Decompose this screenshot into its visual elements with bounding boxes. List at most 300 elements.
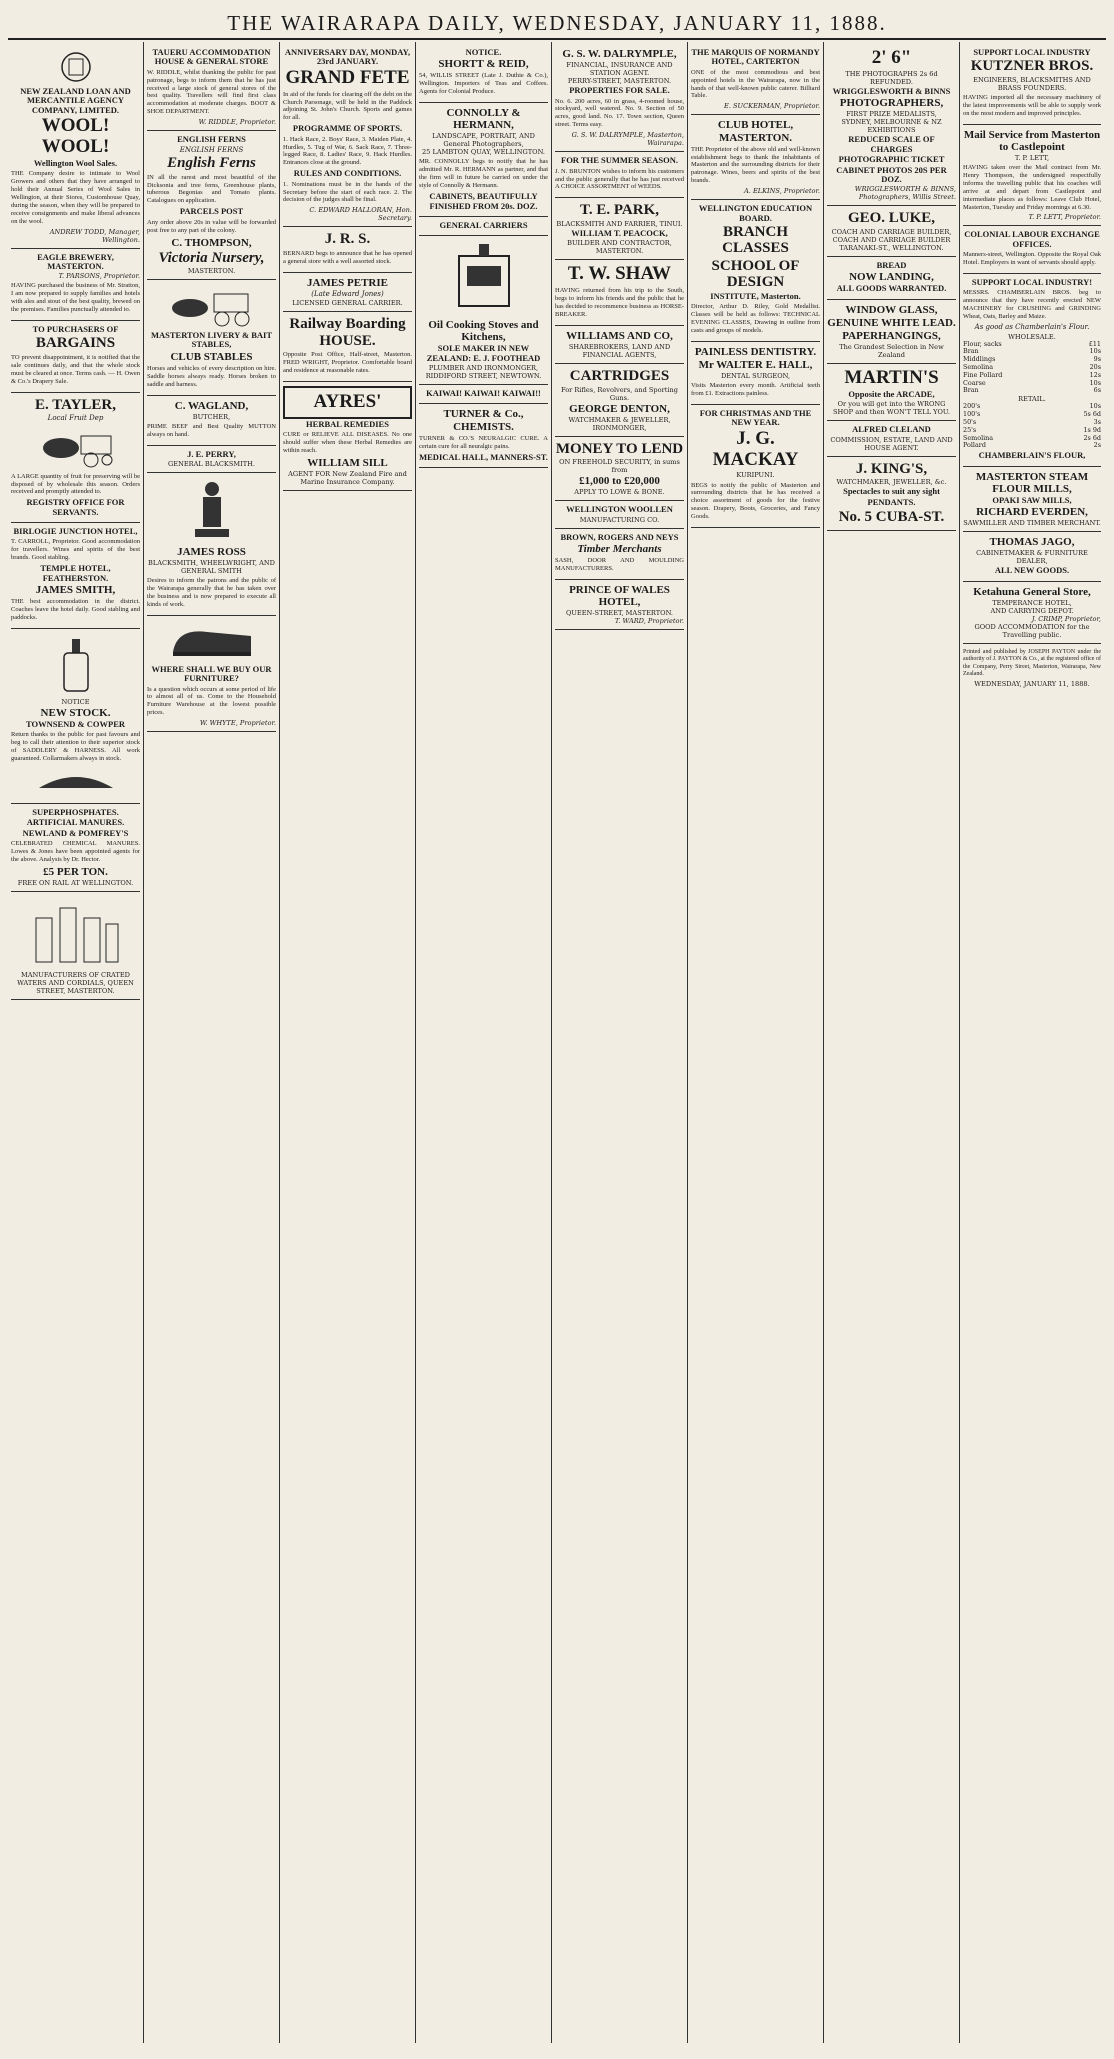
- retail-item: 25's: [963, 425, 977, 434]
- temple-heading: TEMPLE HOTEL, FEATHERSTON.: [40, 563, 111, 583]
- club-hotel-signature: A. ELKINS, Proprietor.: [743, 187, 820, 196]
- chamberlain-body: MESSRS. CHAMBERLAIN BROS. beg to announce that they have recently erected NEW MACHINERY for CRUSHING and GRINDING Wheat, Oats, Barley and Maize.: [963, 289, 1101, 321]
- money-sub: ON FREEHOLD SECURITY, in sums from: [559, 458, 680, 475]
- stove-icon: [439, 242, 529, 316]
- ad-ross: [147, 473, 276, 616]
- reduced-heading: REDUCED SCALE OF CHARGES: [848, 134, 935, 154]
- bottle-icon: [56, 635, 96, 695]
- stoves-heading: Oil Cooking Stoves and Kitchens,: [428, 319, 539, 344]
- money-heading: MONEY TO LEND: [555, 440, 684, 457]
- newgoods-heading: ALL NEW GOODS.: [994, 565, 1070, 576]
- rules-heading: RULES AND CONDITIONS.: [293, 168, 402, 179]
- flour-price: 6s: [1093, 386, 1101, 395]
- tayler-title: Local Fruit Dep: [47, 414, 104, 423]
- club-hotel-body: THE Proprietor of the above old and well-known establishment begs to thank the inhabitants of Masterton and the surrounding districts for their patronage. Wines, beers and spirits of the best brands.: [691, 145, 820, 185]
- nursery-heading: Victoria Nursery,: [158, 249, 265, 266]
- anniversary-heading: ANNIVERSARY DAY, MONDAY, 23rd JANUARY.: [284, 47, 411, 67]
- ad-ketahuna: [963, 582, 1101, 644]
- perry-trade: GENERAL BLACKSMITH.: [168, 459, 255, 468]
- walter-trade: DENTAL SURGEON,: [720, 372, 791, 381]
- fete-signature: C. EDWARD HALLORAN, Hon. Secretary.: [309, 206, 412, 223]
- retail-heading: RETAIL.: [1018, 395, 1046, 404]
- ferns-heading: ENGLISH FERNS: [177, 134, 246, 145]
- jrs-body: BERNARD begs to announce that he has opened a general store with a well assorted stock.: [283, 249, 412, 265]
- ad-kutzner: [963, 44, 1101, 125]
- dalrymple-signature: G. S. W. DALRYMPLE, Masterton, Wairarapa.: [571, 131, 684, 148]
- taueru-heading: TAUERU ACCOMMODATION HOUSE & GENERAL STORE: [152, 47, 271, 67]
- notice-label: NOTICE: [61, 697, 90, 706]
- ad-school: [691, 200, 820, 342]
- park-trade: BLACKSMITH AND FARRIER, TINUI.: [556, 219, 683, 228]
- wb-signature: WRIGGLESWORTH & BINNS, Photographers, Willis Street.: [854, 185, 956, 202]
- luke-heading: GEO. LUKE,: [847, 210, 936, 227]
- ad-wrigglesworth: [827, 44, 956, 206]
- flour-row: [963, 387, 1101, 395]
- mackay-heading: J. G. MACKAY: [712, 427, 799, 470]
- photo-line: THE PHOTOGRAPHS 2s 6d REFUNDED.: [845, 69, 938, 86]
- chamberlain-flour: CHAMBERLAIN'S FLOUR,: [978, 450, 1086, 461]
- lett-signature: T. P. LETT, Proprietor.: [1028, 213, 1101, 222]
- flour-item: Semolina: [963, 363, 994, 372]
- ad-stoves: [419, 236, 548, 385]
- ad-club-hotel: [691, 115, 820, 200]
- timber-body: SASH, DOOR AND MOULDING MANUFACTURERS.: [555, 557, 684, 573]
- cleland-trade: COMMISSION, ESTATE, LAND AND HOUSE AGENT.: [830, 435, 953, 452]
- support-heading: SUPPORT LOCAL INDUSTRY: [973, 47, 1091, 57]
- superphosphates-heading: SUPERPHOSPHATES.: [32, 806, 119, 817]
- birlogie-heading: BIRLOGIE JUNCTION HOTEL,: [13, 526, 138, 537]
- races-body: 1. Hack Race, 2. Boys' Race, 3. Maiden Plate, 4. Hurdles, 5. Tug of War, 6. Sack Race, 7. Three-legged Race, 8. Ladies' Race, 9. Hack Hurdles. Entrances close at the ground.: [283, 135, 412, 167]
- flour-price: £11: [1088, 339, 1101, 348]
- properties-body: No. 6. 200 acres, 60 in grass, 4-roomed house, stockyard, well watered. No. 9. Section of 50 acres, good land. No. 17. Town section, Queen street. Terms easy.: [555, 97, 684, 129]
- retail-item: Semolina: [963, 433, 994, 442]
- ayres-sub: HERBAL REMEDIES: [306, 419, 389, 430]
- registry-heading: REGISTRY OFFICE FOR SERVANTS.: [26, 497, 125, 517]
- ad-birlogie: [11, 523, 140, 629]
- retail-item: 50's: [963, 417, 977, 426]
- rules-body: 1. Nominations must be in the hands of the Secretary before the start of each race. 2. The decision of the judges shall be final.: [283, 180, 412, 204]
- money-amount: £1,000 to £20,000: [579, 475, 660, 488]
- horse-cart-icon: [31, 426, 121, 470]
- bottles-illustration-icon: [26, 898, 126, 968]
- nz-loan-heading: NEW ZEALAND LOAN AND MERCANTILE AGENCY COMPANY, LIMITED.: [20, 86, 131, 115]
- landing-heading: NOW LANDING,: [849, 271, 934, 284]
- ketahuna-heading: Ketahuna General Store,: [973, 585, 1091, 598]
- ad-martins: [827, 364, 956, 421]
- ad-townsend: [11, 629, 140, 804]
- ad-dentist: [691, 342, 820, 405]
- shaw-heading: T. W. SHAW: [567, 263, 672, 285]
- denton-heading: GEORGE DENTON,: [569, 402, 670, 415]
- flour-item: Bran: [963, 386, 979, 395]
- turner-heading: TURNER & Co., CHEMISTS.: [443, 408, 524, 433]
- williams-trade: SHAREBROKERS, LAND AND FINANCIAL AGENTS,: [568, 343, 671, 360]
- parcels-heading: PARCELS POST: [179, 206, 244, 217]
- paperhangings-sub: The Grandest Selection in New Zealand: [839, 342, 944, 359]
- flour-price: 12s: [1089, 370, 1101, 379]
- opaki-heading: OPAKI SAW MILLS,: [992, 494, 1072, 505]
- ross-heading: JAMES ROSS: [177, 546, 246, 559]
- whitelead-heading: GENUINE WHITE LEAD.: [827, 316, 956, 329]
- tayler-heading: E. TAYLER,: [34, 396, 116, 413]
- newland-free: FREE ON RAIL AT WELLINGTON.: [17, 878, 134, 887]
- fete-programme: PROGRAMME OF SPORTS.: [292, 123, 403, 134]
- wagland-heading: C. WAGLAND,: [174, 399, 249, 412]
- wool-subheading: Wellington Wool Sales.: [33, 157, 118, 168]
- artificial-heading: ARTIFICIAL MANURES.: [26, 817, 125, 828]
- retail-row: [963, 419, 1101, 427]
- column-1: [8, 42, 144, 2043]
- king-heading: J. KING'S,: [855, 460, 928, 477]
- ad-colonial: [963, 226, 1101, 274]
- thompson-name: C. THOMPSON,: [171, 236, 252, 249]
- cuba-heading: No. 5 CUBA-ST.: [838, 508, 945, 525]
- dalrymple-street: PERRY-STREET, MASTERTON.: [567, 77, 672, 86]
- shortt-heading: SHORTT & REID,: [438, 58, 529, 71]
- ad-fete: [283, 44, 412, 227]
- ad-nz-loan: [11, 44, 140, 249]
- bargains-heading: BARGAINS: [35, 335, 116, 352]
- ross-body: Desires to inform the patrons and the public of the Wairarapa generally that he has taken over the business and is now prepared to execute all kinds of work.: [147, 577, 276, 608]
- blacksmith-figure-icon: [187, 479, 237, 543]
- price-heading: 2' 6": [871, 47, 912, 68]
- ross-trade: BLACKSMITH, WHEELWRIGHT, AND GENERAL SMITH: [148, 559, 275, 576]
- martins-line: Or you will get into the WRONG SHOP and then WON'T TELL YOU.: [833, 400, 950, 417]
- shortt-body: 54, WILLIS STREET (Late J. Duthie & Co.), Wellington. Importers of Teas and Coffees. Agents for Colonial Produce.: [419, 72, 548, 96]
- kutzner-body: HAVING imported all the necessary machinery of the latest improvements will be able to supply work on the most modern and improved principles.: [963, 93, 1101, 117]
- ayres-heading: AYRES': [283, 386, 412, 419]
- fete-body: In aid of the funds for clearing off the debt on the Church Parsonage, will be held in the Paddock adjoining St. John's Church. Sports and games for all.: [283, 90, 412, 122]
- ad-taueru: [147, 44, 276, 131]
- ad-chamberlain: [963, 274, 1101, 467]
- flour-row: [963, 380, 1101, 388]
- dalrymple-trade: FINANCIAL, INSURANCE AND STATION AGENT.: [566, 61, 673, 78]
- martins-heading: MARTIN'S: [844, 366, 939, 388]
- newspaper-page: [8, 8, 1106, 2043]
- ad-railway: [283, 312, 412, 382]
- flour-price: 20s: [1089, 363, 1101, 372]
- education-heading: WELLINGTON EDUCATION BOARD.: [698, 203, 813, 223]
- connolly-trade: LANDSCAPE, PORTRAIT, AND General Photographers,: [432, 132, 535, 149]
- wales-street: QUEEN-STREET, MASTERTON.: [565, 609, 674, 618]
- column-7: [824, 42, 960, 2043]
- wb-address: SYDNEY, MELBOURNE & NZ EXHIBITIONS: [841, 118, 942, 135]
- ad-turner: [419, 404, 548, 467]
- cartridges-heading: CARTRIDGES: [569, 368, 670, 385]
- eagle-body: HAVING purchased the business of Mr. Stratton, I am now prepared to supply families and hotels with ales and stout of the best quality, brewed on the premises. Families punctually attended to.: [11, 282, 140, 314]
- newstock-body: Return thanks to the public for past favours and beg to call their attention to their superior stock of SADDLERY & HARNESS. All work guaranteed. Collarmakers always in stock.: [11, 731, 140, 762]
- retail-price: 3s: [1093, 417, 1101, 426]
- furniture-heading: WHERE SHALL WE BUY OUR FURNITURE?: [151, 663, 272, 684]
- retail-price: 10s: [1089, 402, 1101, 411]
- ad-park: [555, 198, 684, 260]
- column-5: [552, 42, 688, 2043]
- column-6: [688, 42, 824, 2043]
- ferns-sub: ENGLISH FERNS: [179, 145, 244, 154]
- ad-woollen: [555, 501, 684, 528]
- ad-thompson-foot: [11, 892, 140, 1000]
- nursery-town: MASTERTON.: [187, 267, 236, 276]
- summer-heading: FOR THE SUMMER SEASON.: [561, 155, 678, 166]
- school-heading: SCHOOL OF DESIGN: [711, 257, 800, 291]
- institute-heading: INSTITUTE, Masterton.: [710, 290, 801, 301]
- petrie-sub: (Late Edward Jones): [311, 289, 384, 298]
- mail-heading: Mail Service from Masterton to Castlepoint: [963, 128, 1101, 153]
- kutzner-trade: ENGINEERS, BLACKSMITHS AND BRASS FOUNDERS.: [973, 75, 1091, 92]
- turner-body: TURNER & CO.'S NEURALGIC CURE. A certain cure for all neuralgic pains.: [419, 434, 548, 450]
- dalrymple-heading: G. S. W. DALRYMPLE,: [562, 48, 677, 60]
- wrigglesworth-heading: WRIGGLESWORTH & BINNS: [832, 85, 951, 96]
- coat-of-arms-icon: [53, 50, 99, 84]
- cabinet-heading: CABINET PHOTOS 20S PER DOZ.: [836, 164, 947, 184]
- retail-row: [963, 442, 1101, 450]
- imprint-body: Printed and published by JOSEPH PAYTON under the authority of J. PAYTON & Co., at the registered office of the Company, Perry Street, Masterton, Wairarapa, New Zealand.: [963, 648, 1101, 677]
- park-heading: T. E. PARK,: [579, 202, 660, 219]
- retail-price: 1s 9d: [1083, 425, 1101, 434]
- taueru-signature: W. RIDDLE, Proprietor.: [198, 118, 276, 127]
- ad-cartridges: [555, 364, 684, 437]
- masthead: THE WAIRARAPA DAILY, WEDNESDAY, JANUARY 11, 1888.: [8, 8, 1106, 40]
- ad-eagle-brewery: [11, 249, 140, 321]
- lett-body: HAVING taken over the Mail contract from Mr. Henry Thompson, the undersigned respectfully informs the travelling public that his coaches will arrive at and depart from Castlepoint and intermediate places as follows: Leave Club Hotel, Masterton, Tuesday and Friday mornings at 6.30.: [963, 163, 1101, 211]
- newstock-heading: NEW STOCK.: [40, 706, 111, 719]
- martins-sub: Opposite the ARCADE,: [848, 388, 935, 399]
- luke-street: TARANAKI-ST., WELLINGTON.: [839, 243, 944, 252]
- coupon-heading: PHOTOGRAPHIC TICKET: [838, 154, 945, 165]
- allgoods-heading: ALL GOODS WARRANTED.: [836, 283, 947, 294]
- ad-imprint: [963, 644, 1101, 692]
- jago-heading: THOMAS JAGO,: [989, 536, 1075, 549]
- flour-item: Coarse: [963, 378, 986, 387]
- mackay-body: BEGS to notify the public of Masterton and surrounding districts that he has received a choice assortment of goods for the festive season. Drapery, Boots, Groceries, and Fancy Goods.: [691, 481, 820, 521]
- wool-signature: ANDREW TODD, Manager, Wellington.: [49, 227, 140, 244]
- normandy-body: ONE of the most commodious and best appointed hotels in the Wairarapa, now in the hands of that well-known public caterer. Billiard Table.: [691, 68, 820, 100]
- ad-carriers: [419, 217, 548, 236]
- ad-mackay: [691, 405, 820, 528]
- ayres-body: CURE or RELIEVE ALL DISEASES. No one should suffer when these Herbal Remedies are within reach.: [283, 431, 412, 455]
- connolly-address: 25 LAMBTON QUAY, WELLINGTON.: [421, 148, 546, 157]
- flour-price: 9s: [1093, 355, 1101, 364]
- denton-trade: WATCHMAKER & JEWELLER, IRONMONGER,: [568, 415, 671, 432]
- dentistry-heading: PAINLESS DENTISTRY.: [694, 345, 817, 358]
- ad-steam-mills: [963, 467, 1101, 533]
- retail-item: Pollard: [963, 441, 986, 450]
- king-trade: WATCHMAKER, JEWELLER, &c.: [836, 478, 947, 487]
- ad-bargains: [11, 321, 140, 393]
- kauri-heading: KAIWAI! KAIWAI! KAIWAI!!: [426, 388, 541, 399]
- club-hotel-heading: CLUB HOTEL, MASTERTON.: [717, 119, 794, 144]
- wool-body: THE Company desire to intimate to Wool Growers and others that they have arranged to hold their Annual Series of Wool Sales in Wellington, at their Stores, Customhouse Quay, during the season, when they will be prepared to receive consignments and make liberal advances on the wool.: [11, 170, 140, 225]
- ad-normandy: [691, 44, 820, 115]
- walter-body: Visits Masterton every month. Artificial teeth from £1. Extractions painless.: [691, 382, 820, 398]
- wales-heading: PRINCE OF WALES HOTEL,: [569, 584, 670, 609]
- eagle-heading: EAGLE BREWERY, MASTERTON.: [37, 251, 114, 272]
- retail-item: 100's: [963, 410, 981, 419]
- fete-heading: GRAND FETE: [285, 66, 410, 88]
- flour-price: 10s: [1089, 378, 1101, 387]
- retail-price: 2s 6d: [1083, 433, 1101, 442]
- flour-row: [963, 341, 1101, 349]
- ketahuna-sub: TEMPERANCE HOTEL,: [992, 598, 1072, 607]
- ad-brunton: [555, 152, 684, 198]
- petrie-trade: LICENSED GENERAL CARRIER.: [292, 299, 403, 308]
- retail-price: 2s: [1093, 441, 1101, 450]
- ad-williams: [555, 326, 684, 364]
- ad-connolly: [419, 103, 548, 217]
- club-stables-heading: CLUB STABLES: [170, 350, 253, 363]
- ad-livery: [147, 280, 276, 396]
- retail-price: 5s 6d: [1083, 410, 1101, 419]
- smith-heading: JAMES SMITH,: [35, 583, 116, 596]
- accommodation-line: GOOD ACCOMMODATION for the Travelling public.: [974, 622, 1090, 639]
- spectacles-heading: Spectacles to suit any sight: [843, 486, 940, 497]
- ad-cleland: [827, 421, 956, 456]
- tayler-body: A LARGE quantity of fruit for preserving will be disposed of by wholesale this season. Orders received and promptly attended to.: [11, 472, 140, 496]
- wagland-body: PRIME BEEF and Best Quality MUTTON always on hand.: [147, 422, 276, 438]
- ad-petrie: [283, 273, 412, 313]
- flour-item: Bran: [963, 347, 979, 356]
- ad-tayler: [11, 393, 140, 523]
- flour-price: 10s: [1089, 347, 1101, 356]
- bargains-pre: TO PURCHASERS OF: [32, 324, 119, 335]
- carrying-heading: AND CARRYING DEPOT.: [990, 606, 1074, 615]
- perry-heading: J. E. PERRY,: [187, 448, 236, 459]
- local-heading: SUPPORT LOCAL INDUSTRY!: [971, 276, 1093, 287]
- column-3: [280, 42, 416, 2043]
- bargains-body: TO prevent disappointment, it is notified that the sale continues daily, and that the whole stock must be cleared at once. Terms cash. — H. Owen & Co.'s Drapery Sale.: [11, 353, 140, 385]
- retail-price-list: [963, 403, 1101, 450]
- turner-foot: MEDICAL HALL, MANNERS-ST.: [419, 451, 548, 462]
- imprint-date: WEDNESDAY, JANUARY 11, 1888.: [974, 680, 1090, 689]
- steam-mills-heading: MASTERTON STEAM FLOUR MILLS,: [975, 470, 1089, 495]
- ad-shortt: [419, 44, 548, 103]
- club-stables-body: Horses and vehicles of every description on hire. Saddle horses always ready. Horses broken to saddle and harness.: [147, 364, 276, 388]
- eagle-signature: T. PARSONS, Proprietor.: [58, 272, 140, 281]
- ad-brown: [555, 529, 684, 580]
- ad-shaw: [555, 260, 684, 326]
- newland-body: CELEBRATED CHEMICAL MANURES. Lowes & Jones have been appointed agents for the above. Analysis by Dr. Hector.: [11, 839, 140, 863]
- ad-wales: [555, 580, 684, 630]
- ad-ferns: [147, 131, 276, 280]
- newstock-firm: TOWNSEND & COWPER: [25, 718, 126, 729]
- flour-item: Middlings: [963, 355, 996, 364]
- brown-heading: BROWN, ROGERS AND NEYS: [560, 531, 679, 542]
- saddle-icon: [31, 766, 121, 796]
- cleland-heading: ALFRED CLELAND: [852, 424, 931, 435]
- ad-bread: [827, 257, 956, 300]
- notice-heading: NOTICE.: [465, 47, 502, 57]
- woollen-sub: MANUFACTURING CO.: [579, 515, 660, 524]
- mackay-town: KURIPUNI.: [736, 471, 775, 480]
- ayres-agent: WILLIAM SILL: [307, 457, 388, 470]
- flour-item: Fine Pollard: [963, 370, 1003, 379]
- column-4: [416, 42, 552, 2043]
- ad-perry: [147, 446, 276, 473]
- ad-furniture: [147, 616, 276, 732]
- peacock-heading: WILLIAM T. PEACOCK,: [571, 227, 668, 238]
- brunton-body: J. N. BRUNTON wishes to inform his customers and the public generally that he has just received A CHOICE ASSORTMENT of WEEDS.: [555, 167, 684, 191]
- money-apply: APPLY TO LOWE & BONE.: [574, 488, 665, 497]
- ad-jago: [963, 532, 1101, 582]
- school-body: Director, Arthur D. Riley, Gold Medallist. Classes will be held as follows: TECHNICAL EVENING CLASSES, Drawing in outline from casts and groups of models.: [691, 303, 820, 335]
- flour-intro: As good as Chamberlain's Flour.: [974, 323, 1090, 332]
- foothead-heading: SOLE MAKER IN NEW ZEALAND: E. J. FOOTHEAD: [426, 343, 541, 363]
- pendants-heading: PENDANTS.: [867, 496, 916, 507]
- ad-manures: [11, 804, 140, 892]
- shaw-body: HAVING returned from his trip to the South, begs to inform his friends and the public that he has decided to recommence business as HORSE-BREAKER.: [555, 287, 684, 318]
- parcels-body: Any order above 20s in value will be forwarded post free to any part of the colony.: [147, 218, 276, 234]
- properties-heading: PROPERTIES FOR SALE.: [569, 85, 670, 96]
- newland-price: £5 PER TON.: [43, 865, 108, 878]
- colonial-heading: COLONIAL LABOUR EXCHANGE OFFICES.: [964, 229, 1100, 249]
- timber-heading: Timber Merchants: [577, 543, 662, 556]
- columns: [8, 42, 1106, 2043]
- ad-dalrymple: [555, 44, 684, 152]
- foothead-trade: PLUMBER AND IRONMONGER, RIDDIFORD STREET, NEWTOWN.: [425, 364, 542, 381]
- lett-name: T. P. LETT,: [1014, 153, 1050, 162]
- retail-row: [963, 403, 1101, 411]
- column-8: [960, 42, 1104, 2043]
- wb-medal: FIRST PRIZE MEDALISTS,: [846, 110, 937, 119]
- retail-row: [963, 411, 1101, 419]
- connolly-body: MR. CONNOLLY begs to notify that he has admitted Mr. R. HERMANN as partner, and that the firm will in future be carried on under the style of Connolly & Hermann.: [419, 158, 548, 190]
- birlogie-body: T. CARROLL, Proprietor. Good accommodation for travellers. Wines and spirits of the best brands. Good stabling.: [11, 538, 140, 562]
- railway-heading: Railway Boarding HOUSE.: [289, 316, 406, 349]
- cartridges-sub: For Rifles, Revolvers, and Sporting Guns.: [561, 385, 678, 402]
- jago-trade: CABINETMAKER & FURNITURE DEALER,: [976, 549, 1088, 566]
- carriers-heading: GENERAL CARRIERS: [439, 219, 528, 230]
- ad-mail: [963, 125, 1101, 227]
- column-2: [144, 42, 280, 2043]
- petrie-heading: JAMES PETRIE: [307, 276, 388, 289]
- crimp-signature: J. CRIMP, Proprietor,: [1031, 614, 1101, 623]
- branch-heading: BRANCH CLASSES: [722, 223, 789, 257]
- furniture-body: Is a question which occurs at some period of life to almost all of us. Come to the Household Furniture Warehouse at the lowest possible prices.: [147, 685, 276, 717]
- ad-paper: [827, 300, 956, 364]
- cabinets-heading: CABINETS, BEAUTIFULLY FINISHED FROM 20s. DOZ.: [429, 191, 538, 211]
- normandy-signature: E. SUCKERMAN, Proprietor.: [724, 102, 820, 111]
- peacock-trade: BUILDER AND CONTRACTOR, MASTERTON.: [567, 239, 672, 256]
- bread-heading: BREAD: [876, 259, 907, 270]
- everdeen-trade: SAWMILLER AND TIMBER MERCHANT.: [963, 519, 1101, 528]
- ad-wagland: [147, 396, 276, 446]
- ayres-agent-title: AGENT FOR New Zealand Fire and Marine Insurance Company.: [288, 470, 407, 487]
- smith-body: THE best accommodation in the district. Coaches leave the hotel daily. Good stabling and paddocks.: [11, 597, 140, 621]
- colonial-body: Manners-street, Wellington. Opposite the Royal Oak Hotel. Employers in want of servants should apply.: [963, 251, 1101, 267]
- everdeen-heading: RICHARD EVERDEN,: [976, 506, 1088, 519]
- ferns-script: English Ferns: [167, 155, 256, 172]
- williams-heading: WILLIAMS AND CO,: [566, 329, 673, 342]
- ad-ayres: [283, 382, 412, 491]
- christmas-heading: FOR CHRISTMAS AND THE NEW YEAR.: [699, 408, 812, 428]
- normandy-heading: THE MARQUIS OF NORMANDY HOTEL, CARTERTON: [691, 47, 820, 67]
- thompson-foot: MANUFACTURERS OF CRATED WATERS AND CORDIALS, QUEEN STREET, MASTERTON.: [17, 970, 134, 995]
- walter-heading: Mr WALTER E. HALL,: [698, 359, 813, 372]
- wales-signature: T. WARD, Proprietor.: [614, 617, 684, 626]
- flour-price-list: [963, 341, 1101, 396]
- wagland-trade: BUTCHER,: [192, 412, 231, 421]
- newland-heading: NEWLAND & POMFREY'S: [22, 827, 129, 838]
- retail-item: 200's: [963, 402, 981, 411]
- ferns-body: IN all the rarest and most beautiful of the Dicksonia and tree ferns, Greenhouse plants, tuberous Begonias and Tomato plants. Catalogues on application.: [147, 173, 276, 205]
- livery-heading: MASTERTON LIVERY & BAIT STABLES,: [150, 330, 273, 350]
- kutzner-heading: KUTZNER BROS.: [970, 58, 1094, 75]
- railway-body: Opposite Post Office, Half-street, Masterton. FRED WRIGHT, Proprietor. Comfortable board and residence at reasonable rates.: [283, 351, 412, 375]
- coach-horses-icon: [162, 286, 262, 328]
- taueru-body: W. RIDDLE, whilst thanking the public for past patronage, begs to inform them that he has just received a large stock of general stores of the best quality. Travellers will find first class accommodation at moderate charges. BOOT & SHOE DEPARTMENT.: [147, 68, 276, 116]
- sofa-icon: [167, 622, 257, 662]
- wb-trade: PHOTOGRAPHERS,: [839, 97, 944, 110]
